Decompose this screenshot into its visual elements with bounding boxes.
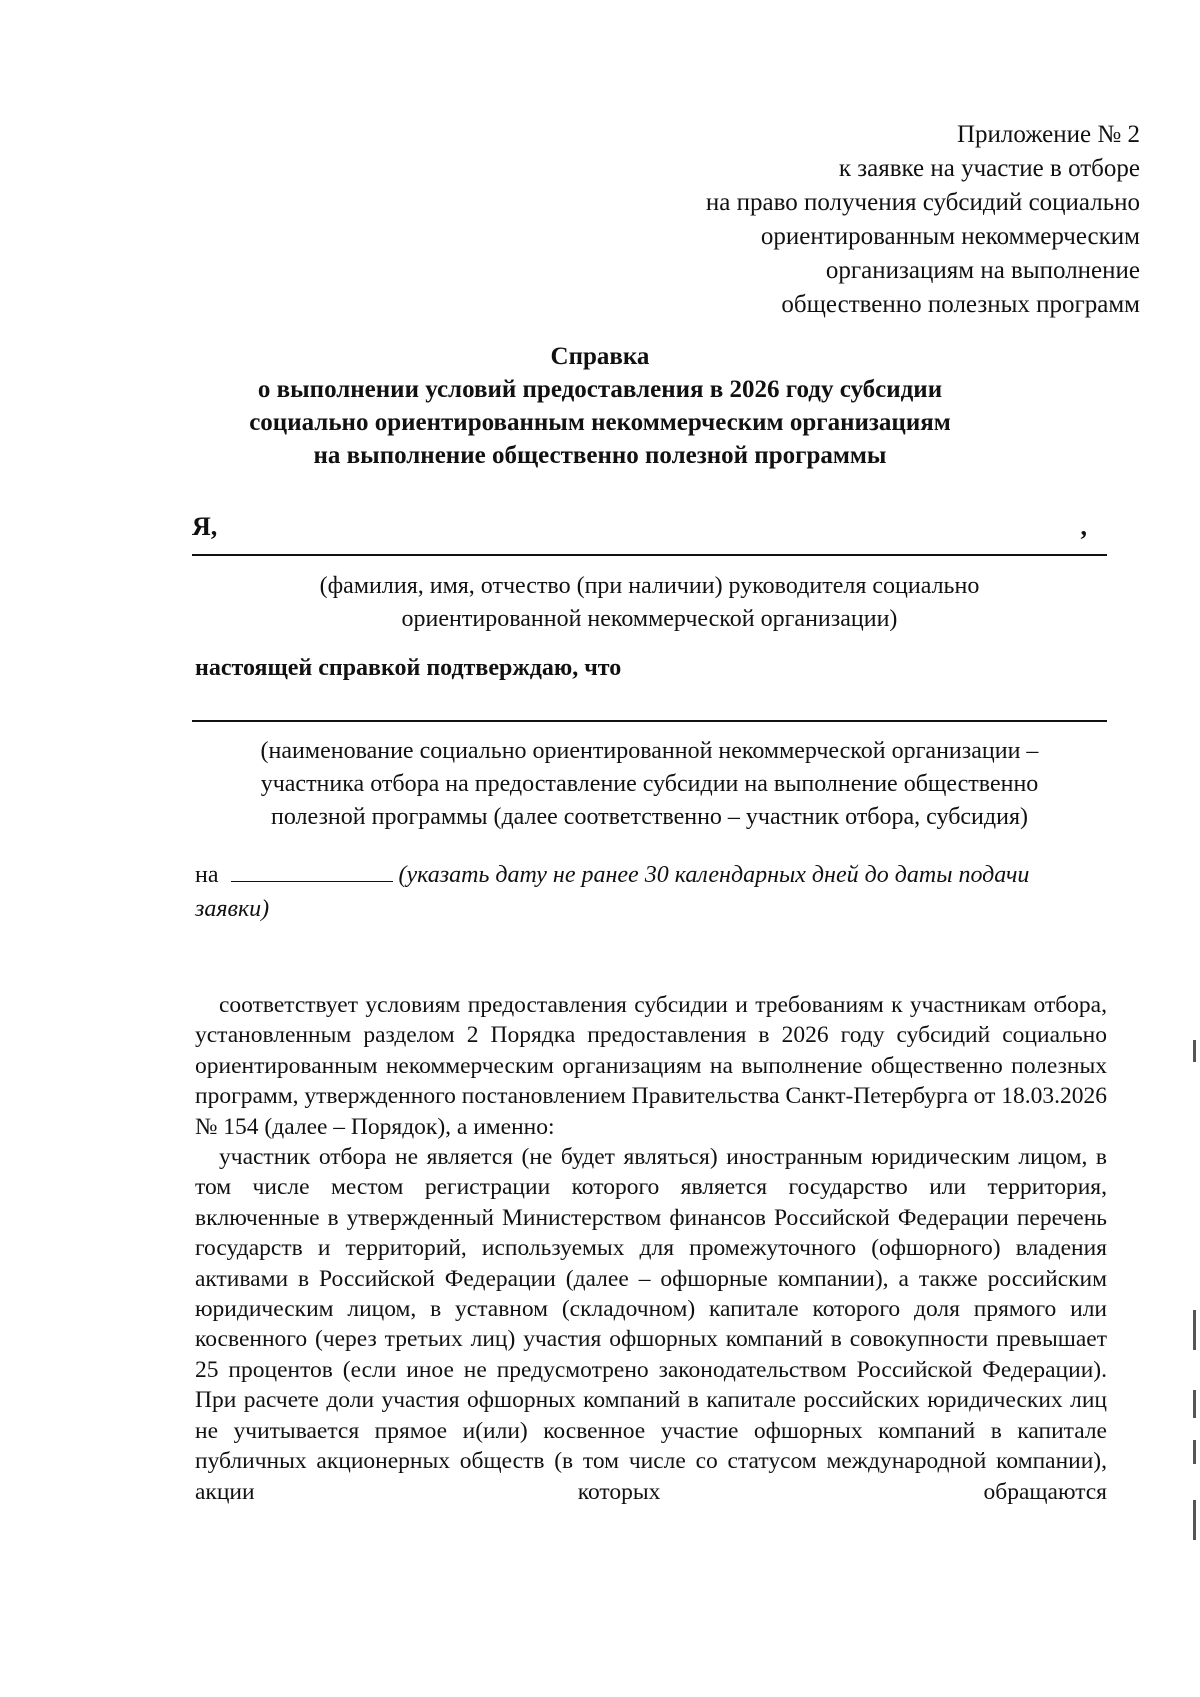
confirm-statement: настоящей справкой подтверждаю, что	[195, 655, 622, 681]
date-prefix: на	[195, 862, 219, 888]
scan-artifact	[1193, 1500, 1196, 1540]
title-line: социально ориентированным некоммерческим организациям	[249, 409, 951, 436]
appendix-line: на право получения субсидий социально	[705, 189, 1140, 216]
body-text	[195, 990, 1107, 1507]
scan-artifact	[1193, 1040, 1196, 1062]
declarant-field	[192, 512, 1107, 552]
scan-artifact	[1193, 1310, 1196, 1350]
appendix-line: общественно полезных программ	[781, 291, 1140, 318]
scan-artifact	[1193, 1440, 1196, 1464]
declarant-caption	[192, 570, 1107, 636]
appendix-line: организациям на выполнение	[825, 257, 1140, 284]
organization-underline	[192, 720, 1107, 722]
declarant-comma: ,	[1080, 512, 1087, 541]
scan-artifact	[1193, 1390, 1196, 1418]
appendix-line: к заявке на участие в отборе	[838, 155, 1140, 182]
caption-line: ориентированной некоммерческой организации)	[401, 606, 898, 632]
declarant-label: Я,	[192, 512, 218, 541]
document-title	[150, 340, 1050, 472]
title-line: Справка	[550, 343, 650, 370]
declarant-underline	[192, 554, 1107, 556]
body-paragraph: соответствует условиям предоставления субсидии и требованиям к участникам отбора, установленным разделом 2 Порядка предоставления в 2026 году субсидий социально ориентированным некоммерческим организациям на выполнение общественно полезных программ, утвержденного постановлением Правительства Санкт-Петербурга от 18.03.2026 № 154 (далее – Порядок), а именно:	[195, 992, 1108, 1140]
appendix-line: Приложение № 2	[956, 121, 1140, 148]
caption-line: участника отбора на предоставление субсидии на выполнение общественно	[260, 771, 1039, 797]
title-line: о выполнении условий предоставления в 2026 году субсидии	[257, 376, 943, 403]
organization-caption	[192, 735, 1107, 834]
date-note-continued: заявки)	[195, 896, 270, 922]
appendix-line: ориентированным некоммерческим	[760, 223, 1140, 250]
caption-line: полезной программы (далее соответственно – участник отбора, субсидия)	[271, 804, 1028, 830]
caption-line: (фамилия, имя, отчество (при наличии) руководителя социально	[319, 573, 980, 599]
date-field	[195, 858, 1107, 926]
date-note: (указать дату не ранее 30 календарных дней до даты подачи	[398, 862, 1030, 888]
body-paragraph: участник отбора не является (не будет являться) иностранным юридическим лицом, в том числе местом регистрации которого является государство или территория, включенные в утвержденный Министерством финансов Российской Федерации перечень государств и территорий, используемых для промежуточного (офшорного) владения активами в Российской Федерации (далее – офшорные компании), а также российским юридическим лицом, в уставном (складочном) капитале которого доля прямого или косвенного (через третьих лиц) участия офшорных компаний в совокупности превышает 25 процентов (если иное не предусмотрено законодательством Российской Федерации). При расчете доли участия офшорных компаний в капитале российских юридических лиц не учитывается прямое и(или) косвенное участие офшорных компаний в капитале публичных акционерных обществ (в том числе со статусом международной компании), акции которых обращаются	[195, 1144, 1107, 1505]
title-line: на выполнение общественно полезной программы	[313, 442, 887, 469]
caption-line: (наименование социально ориентированной некоммерческой организации –	[260, 738, 1039, 764]
date-blank	[231, 859, 393, 882]
appendix-header	[540, 118, 1140, 322]
